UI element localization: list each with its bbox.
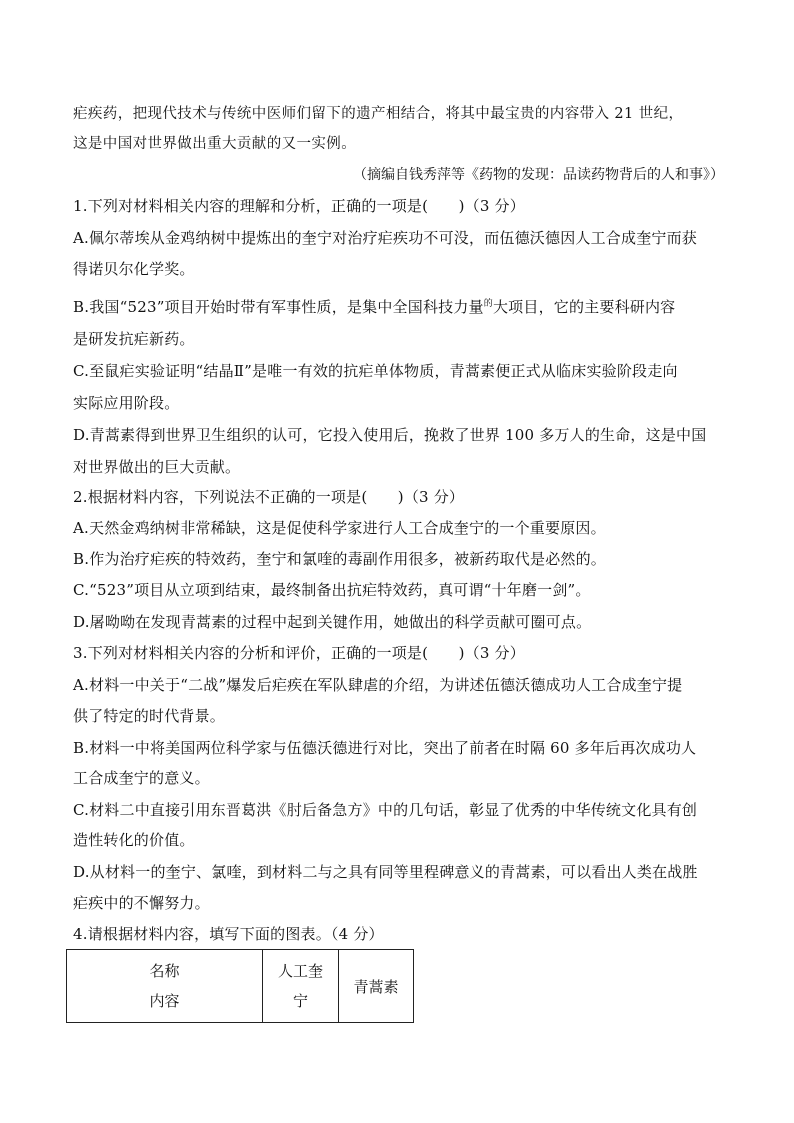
q1-option-b-part1: B.我国“523”项目开始时带有军事性质，是集中全国科技力量	[73, 298, 484, 316]
q1-option-b-part2: 大项目，它的主要科研内容	[492, 298, 676, 316]
q1-option-b-line1	[73, 297, 675, 317]
q1-option-c-line2: 实际应用阶段。	[73, 394, 180, 412]
table-row	[67, 950, 414, 1023]
question-2-stem: 2.根据材料内容，下列说法不正确的一项是( )（3 分）	[73, 488, 465, 506]
question-1-stem: 1.下列对材料相关内容的理解和分析，正确的一项是( )（3 分）	[73, 197, 525, 215]
answer-table	[66, 949, 414, 1023]
table-header-cell	[67, 950, 263, 1023]
q3-option-d-line1: D.从材料一的奎宁、氯喹，到材料二与之具有同等里程碑意义的青蒿素，可以看出人类在战胜	[73, 863, 698, 881]
q1-option-d-line2: 对世界做出的巨大贡献。	[73, 458, 241, 476]
q1-option-a-line1: A.佩尔蒂埃从金鸡纳树中提炼出的奎宁对治疗疟疾功不可没，而伍德沃德因人工合成奎宁而获	[73, 229, 698, 247]
q2-option-a: A.天然金鸡纳树非常稀缺，这是促使科学家进行人工合成奎宁的一个重要原因。	[73, 519, 606, 537]
q1-option-b-line2: 是研发抗疟新药。	[73, 330, 195, 348]
table-col-artificial-quinine	[263, 950, 339, 1023]
q1-option-b-superscript: 的	[483, 299, 493, 309]
passage-line-1: 疟疾药，把现代技术与传统中医师们留下的遗产相结合，将其中最宝贵的内容带入 21 世纪，	[73, 106, 684, 122]
q1-option-c-line1: C.至鼠疟实验证明“结晶Ⅱ”是唯一有效的抗疟单体物质，青蒿素便正式从临床实验阶段走向	[73, 362, 678, 380]
passage-source: （摘编自钱秀萍等《药物的发现：品读药物背后的人和事》）	[353, 167, 724, 183]
col1-line2: 宁	[292, 992, 308, 1010]
q2-option-c: C.“523”项目从立项到结束，最终制备出抗疟特效药，真可谓“十年磨一剑”。	[73, 581, 591, 599]
col1-line1: 人工奎	[277, 962, 323, 980]
q3-option-a-line1: A.材料一中关于“二战”爆发后疟疾在军队肆虐的介绍，为讲述伍德沃德成功人工合成奎宁提	[73, 676, 683, 694]
q3-option-c-line1: C.材料二中直接引用东晋葛洪《肘后备急方》中的几句话，彰显了优秀的中华传统文化具有创	[73, 801, 698, 819]
header-bottom-label: 内容	[149, 992, 180, 1010]
passage-line-2: 这是中国对世界做出重大贡献的又一实例。	[73, 136, 357, 152]
q3-option-b-line2: 工合成奎宁的意义。	[73, 769, 210, 787]
q1-option-a-line2: 得诺贝尔化学奖。	[73, 260, 195, 278]
question-4-stem: 4.请根据材料内容，填写下面的图表。（4 分）	[73, 925, 384, 943]
question-3-stem: 3.下列对材料相关内容的分析和评价，正确的一项是( )（3 分）	[73, 644, 525, 662]
q3-option-d-line2: 疟疾中的不懈努力。	[73, 894, 210, 912]
q3-option-c-line2: 造性转化的价值。	[73, 831, 195, 849]
q3-option-b-line1: B.材料一中将美国两位科学家与伍德沃德进行对比，突出了前者在时隔 60 多年后再次成功人	[73, 739, 697, 757]
table-col-artemisinin: 青蒿素	[339, 950, 414, 1023]
q2-option-b: B.作为治疗疟疾的特效药，奎宁和氯喹的毒副作用很多，被新药取代是必然的。	[73, 550, 606, 568]
q2-option-d: D.屠呦呦在发现青蒿素的过程中起到关键作用，她做出的科学贡献可圈可点。	[73, 613, 592, 631]
q3-option-a-line2: 供了特定的时代背景。	[73, 707, 226, 725]
header-top-label: 名称	[149, 962, 180, 980]
q1-option-d-line1: D.青蒿素得到世界卫生组织的认可，它投入使用后，挽救了世界 100 多万人的生命，这是中国	[73, 426, 707, 444]
